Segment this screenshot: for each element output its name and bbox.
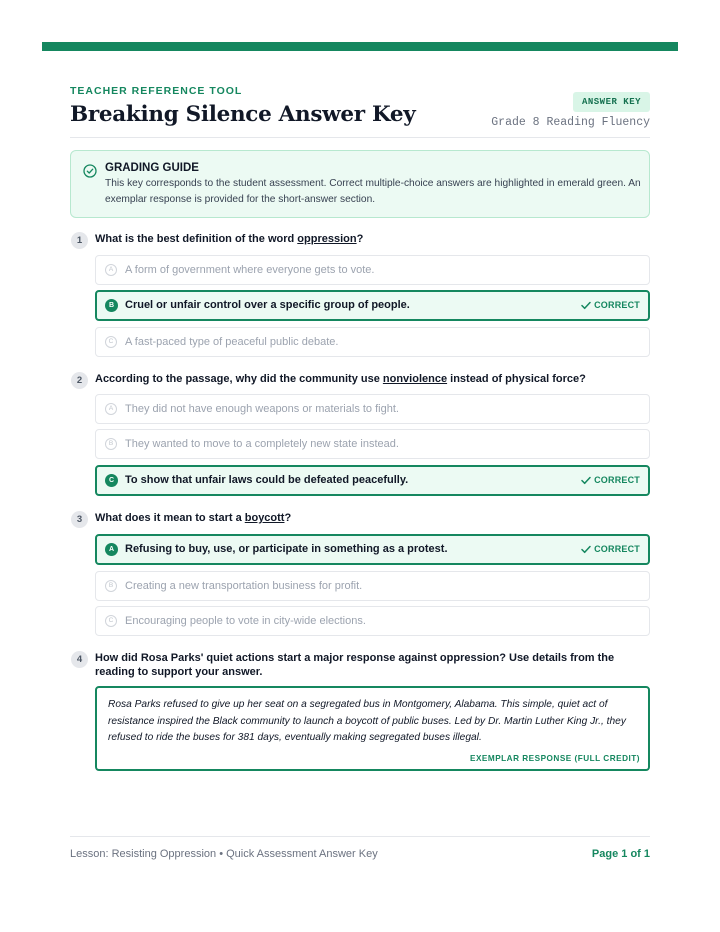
question-text-part: What does it mean to start a: [95, 512, 245, 524]
answer-option: [95, 429, 650, 459]
answer-option-correct: [95, 465, 650, 496]
question-number-badge: 3: [71, 511, 88, 528]
question-number-badge: 2: [71, 372, 88, 389]
question-number-badge: 1: [71, 232, 88, 249]
option-text: Creating a new transportation business for profit.: [125, 580, 363, 592]
question-text-part: What is the best definition of the word: [95, 233, 298, 245]
option-text: Cruel or unfair control over a specific group of people.: [125, 299, 410, 311]
answer-key-badge: ANSWER KEY: [573, 92, 650, 112]
option-text: A fast-paced type of peaceful public debate.: [125, 336, 339, 348]
exemplar-response-label: EXEMPLAR RESPONSE (FULL CREDIT): [469, 754, 640, 763]
option-text: Refusing to buy, use, or participate in something as a protest.: [125, 543, 448, 555]
question-number-badge: 4: [71, 651, 88, 668]
answer-option-correct: [95, 290, 650, 321]
answer-option: [95, 606, 650, 636]
correct-label: CORRECT: [594, 544, 640, 554]
option-letter: B: [105, 580, 117, 592]
answer-option: [95, 571, 650, 601]
vocabulary-term: oppression: [297, 233, 357, 245]
option-letter: B: [105, 299, 118, 312]
answer-option: [95, 327, 650, 357]
option-letter: C: [105, 336, 117, 348]
question-text: How did Rosa Parks' quiet actions start a major response against oppression? Use details from the reading to support your answer.: [95, 652, 615, 678]
top-accent-bar: [42, 42, 678, 51]
guide-title: GRADING GUIDE: [105, 162, 199, 174]
footer-lesson-label: Lesson: Resisting Oppression • Quick Assessment Answer Key: [70, 848, 378, 860]
answer-option: [95, 255, 650, 285]
checkmark-icon: [581, 545, 591, 554]
correct-tag: [581, 536, 640, 563]
vocabulary-term: boycott: [244, 512, 285, 524]
option-text: A form of government where everyone gets to vote.: [125, 264, 375, 276]
correct-label: CORRECT: [594, 475, 640, 485]
checkmark-icon: [581, 301, 591, 310]
question-text-part: instead of physical force?: [447, 373, 586, 385]
question-text: [95, 232, 650, 246]
option-letter: A: [105, 403, 117, 415]
vocabulary-term: nonviolence: [382, 373, 448, 385]
question-text-part: According to the passage, why did the community use: [95, 373, 383, 385]
option-text: To show that unfair laws could be defeated peacefully.: [125, 474, 409, 486]
option-letter: C: [105, 615, 117, 627]
guide-text: This key corresponds to the student assessment. Correct multiple-choice answers are highlighted in emerald green. An exemplar response is provided for the short-answer section.: [105, 178, 641, 205]
grading-guide: [70, 150, 650, 218]
option-letter: B: [105, 438, 117, 450]
checkmark-icon: [581, 476, 591, 485]
option-letter: C: [105, 474, 118, 487]
page-footer: [70, 836, 650, 866]
option-letter: A: [105, 264, 117, 276]
option-text: They did not have enough weapons or materials to fight.: [125, 403, 399, 415]
eyebrow-label: TEACHER REFERENCE TOOL: [70, 85, 243, 97]
question-text: [95, 511, 650, 525]
option-text: They wanted to move to a completely new state instead.: [125, 438, 399, 450]
question-text-part: ?: [284, 512, 292, 524]
page-number: Page 1 of 1: [591, 848, 650, 860]
check-circle-icon: [83, 164, 97, 178]
question-text: [95, 372, 650, 386]
question-text-part: ?: [356, 233, 364, 245]
option-text: Encouraging people to vote in city-wide elections.: [125, 615, 366, 627]
correct-tag: [581, 467, 640, 494]
grade-label: Grade 8 Reading Fluency: [491, 116, 650, 129]
correct-tag: [581, 292, 640, 319]
document-header: [70, 84, 650, 138]
option-letter: A: [105, 543, 118, 556]
exemplar-response-box: [95, 686, 650, 771]
answer-option-correct: [95, 534, 650, 565]
page-title: Breaking Silence Answer Key: [70, 102, 416, 127]
answer-option: [95, 394, 650, 424]
exemplar-response-text: Rosa Parks refused to give up her seat on a segregated bus in Montgomery, Alabama. This simple, quiet act of resistance inspired the Black community to launch a boycott of public buses. Led by Dr. Martin Luther King Jr., they refused to ride the buses for 381 days, eventually making segregated buses illegal.: [108, 699, 626, 743]
correct-label: CORRECT: [594, 300, 640, 310]
